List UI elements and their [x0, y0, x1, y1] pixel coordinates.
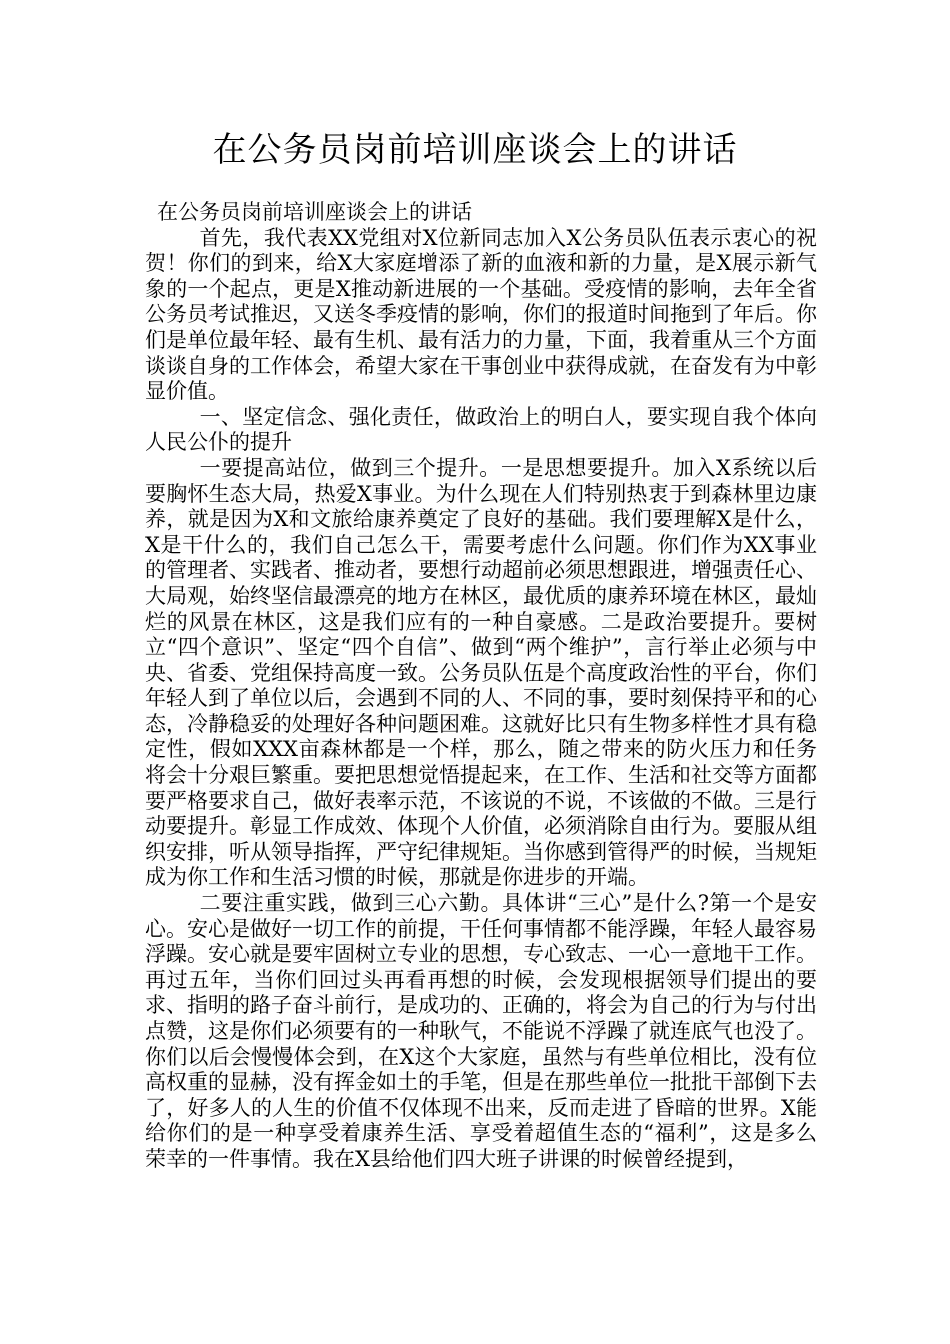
document-subtitle: 在公务员岗前培训座谈会上的讲话 [157, 200, 472, 224]
paragraph: 首先，我代表XX党组对X位新同志加入X公务员队伍表示衷心的祝贺！你们的到来，给X大家庭增添了新的血液和新的力量，是X展示新气象的一个起点，更是X推动新进展的一个基础。受疫情的影响，去年全省公务员考试推迟，又送冬季疫情的影响，你们的报道时间拖到了年后。你们是单位最年轻、最有生机、最有活力的力量，下面，我着重从三个方面谈谈自身的工作体会，希望大家在干事创业中获得成就，在奋发有为中彰显价值。 [145, 225, 817, 404]
paragraph: 二要注重实践，做到三心六勤。具体讲“三心”是什么?第一个是安心。安心是做好一切工作的前提，干任何事情都不能浮躁，年轻人最容易浮躁。安心就是要牢固树立专业的思想，专心致志、一心一意地干工作。再过五年，当你们回过头再看再想的时候，会发现根据领导们提出的要求、指明的路子奋斗前行，是成功的、正确的，将会为自己的行为与付出点赞，这是你们必须要有的一种耿气，不能说不浮躁了就连底气也没了。你们以后会慢慢体会到，在X这个大家庭，虽然与有些单位相比，没有位高权重的显赫，没有挥金如土的手笔，但是在那些单位一批批干部倒下去了，好多人的人生的价值不仅体现不出来，反而走进了昏暗的世界。X能给你们的是一种享受着康养生活、享受着超值生态的“福利”，这是多么荣幸的一件事情。我在X县给他们四大班子讲课的时候曾经提到， [145, 891, 817, 1171]
document-title: 在公务员岗前培训座谈会上的讲话 [212, 130, 738, 170]
document-body [145, 200, 817, 1173]
section-heading: 一、坚定信念、强化责任，做政治上的明白人，要实现自我个体向人民公仆的提升 [145, 404, 817, 455]
paragraph: 一要提高站位，做到三个提升。一是思想要提升。加入X系统以后要胸怀生态大局，热爱X事业。为什么现在人们特别热衷于到森林里边康养，就是因为X和文旅给康养奠定了良好的基础。我们要理解X是什么，X是干什么的，我们自己怎么干，需要考虑什么问题。你们作为XX事业的管理者、实践者、推动者，要想行动超前必须思想跟进，增强责任心、大局观，始终坚信最漂亮的地方在林区，最优质的康养环境在林区，最灿烂的风景在林区，这是我们应有的一种自豪感。二是政治要提升。要树立“四个意识”、坚定“四个自信”、做到“两个维护”，言行举止必须与中央、省委、党组保持高度一致。公务员队伍是个高度政治性的平台，你们年轻人到了单位以后，会遇到不同的人、不同的事，要时刻保持平和的心态，冷静稳妥的处理好各种问题困难。这就好比只有生物多样性才具有稳定性，假如XXX亩森林都是一个样，那么，随之带来的防火压力和任务将会十分艰巨繁重。要把思想觉悟提起来，在工作、生活和社交等方面都要严格要求自己，做好表率示范，不该说的不说，不该做的不做。三是行动要提升。彰显工作成效、体现个人价值，必须消除自由行为。要服从组织安排，听从领导指挥，严守纪律规矩。当你感到管得严的时候，当规矩成为你工作和生活习惯的时候，那就是你进步的开端。 [145, 455, 817, 890]
